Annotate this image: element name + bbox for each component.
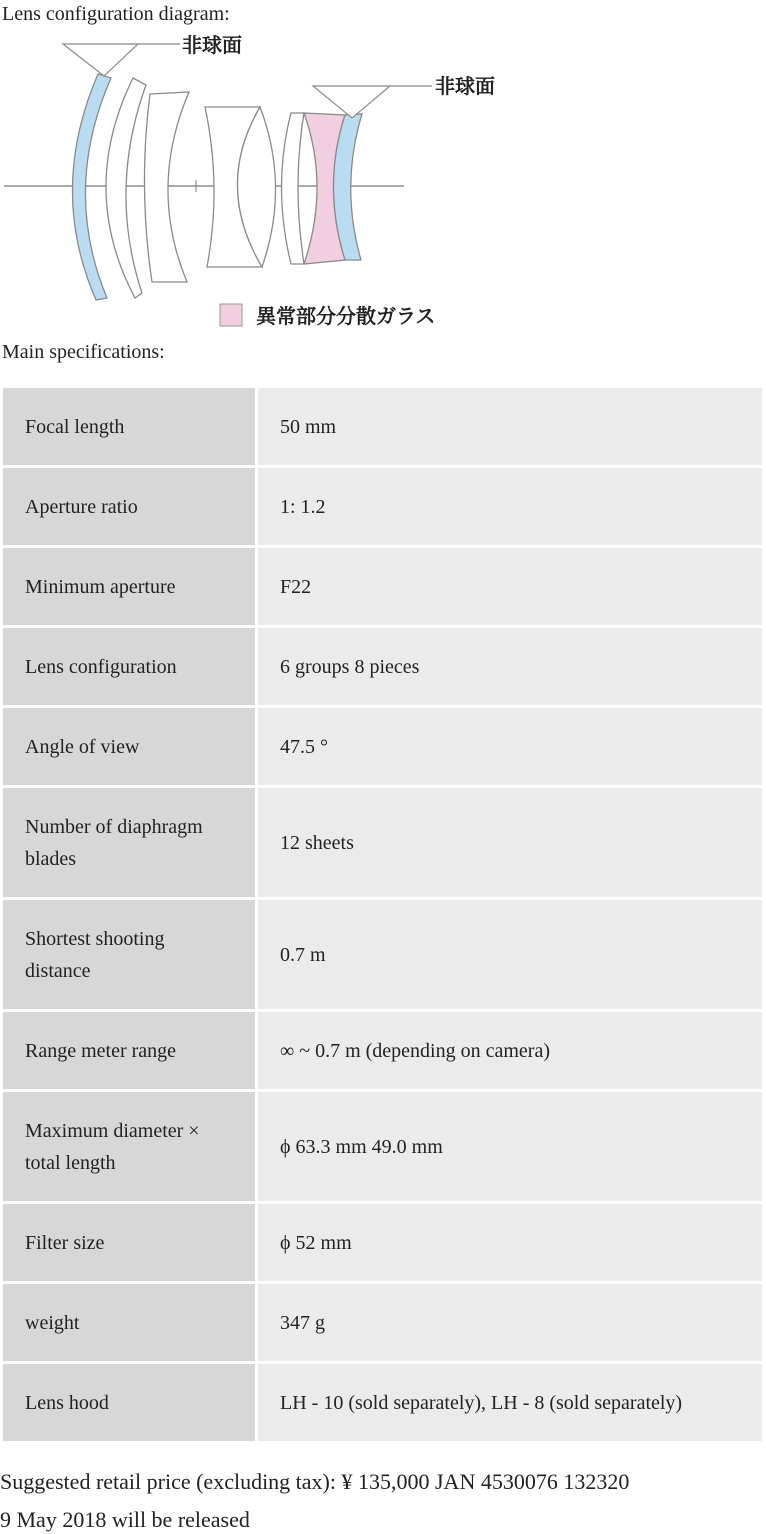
spec-value: 6 groups 8 pieces	[258, 628, 762, 708]
spec-value: 1: 1.2	[258, 468, 762, 548]
lens-element-3	[144, 92, 189, 282]
spec-key: Shortest shooting distance	[3, 900, 258, 1012]
spec-key: Focal length	[3, 388, 258, 468]
spec-key: Maximum diameter × total length	[3, 1092, 258, 1204]
lens-configuration-diagram	[0, 30, 520, 335]
spec-key: Number of diaphragm blades	[3, 788, 258, 900]
diagram-heading: Lens configuration diagram:	[2, 3, 230, 25]
spec-value: 50 mm	[258, 388, 762, 468]
spec-value: 347 g	[258, 1284, 762, 1364]
lens-element-6	[282, 113, 305, 264]
spec-table	[3, 388, 762, 1444]
spec-value: F22	[258, 548, 762, 628]
aspheric-callout-2	[313, 86, 390, 118]
table-row	[3, 1092, 762, 1204]
price-line: Suggested retail price (excluding tax): ¥ 135,000 JAN 4530076 132320	[0, 1469, 630, 1494]
aspheric-label-1: 非球面	[182, 33, 242, 57]
spec-key: Lens hood	[3, 1364, 258, 1444]
table-row	[3, 388, 762, 468]
table-row	[3, 1204, 762, 1284]
spec-key: weight	[3, 1284, 258, 1364]
spec-key: Angle of view	[3, 708, 258, 788]
spec-value: LH - 10 (sold separately), LH - 8 (sold separately)	[258, 1364, 762, 1444]
table-row	[3, 900, 762, 1012]
spec-key: Minimum aperture	[3, 548, 258, 628]
spec-key: Lens configuration	[3, 628, 258, 708]
table-row	[3, 708, 762, 788]
spec-value: ϕ 52 mm	[258, 1204, 762, 1284]
table-row	[3, 628, 762, 708]
aspheric-callout-1	[63, 44, 138, 76]
aspheric-label-2: 非球面	[435, 74, 495, 98]
spec-key: Range meter range	[3, 1012, 258, 1092]
legend-label: 異常部分分散ガラス	[256, 304, 436, 328]
table-row	[3, 468, 762, 548]
table-row	[3, 1364, 762, 1444]
table-row	[3, 548, 762, 628]
spec-value: 0.7 m	[258, 900, 762, 1012]
legend-swatch-ed-glass	[220, 304, 242, 326]
specs-heading: Main specifications:	[2, 341, 165, 363]
table-row	[3, 788, 762, 900]
spec-key: Aperture ratio	[3, 468, 258, 548]
spec-key: Filter size	[3, 1204, 258, 1284]
spec-value: ∞ ~ 0.7 m (depending on camera)	[258, 1012, 762, 1092]
release-date-line: 9 May 2018 will be released	[0, 1507, 250, 1532]
spec-value: 47.5 °	[258, 708, 762, 788]
lens-element-1-aspheric	[72, 74, 111, 300]
spec-value: ϕ 63.3 mm 49.0 mm	[258, 1092, 762, 1204]
spec-value: 12 sheets	[258, 788, 762, 900]
lens-element-2	[106, 78, 146, 298]
table-row	[3, 1012, 762, 1092]
table-row	[3, 1284, 762, 1364]
